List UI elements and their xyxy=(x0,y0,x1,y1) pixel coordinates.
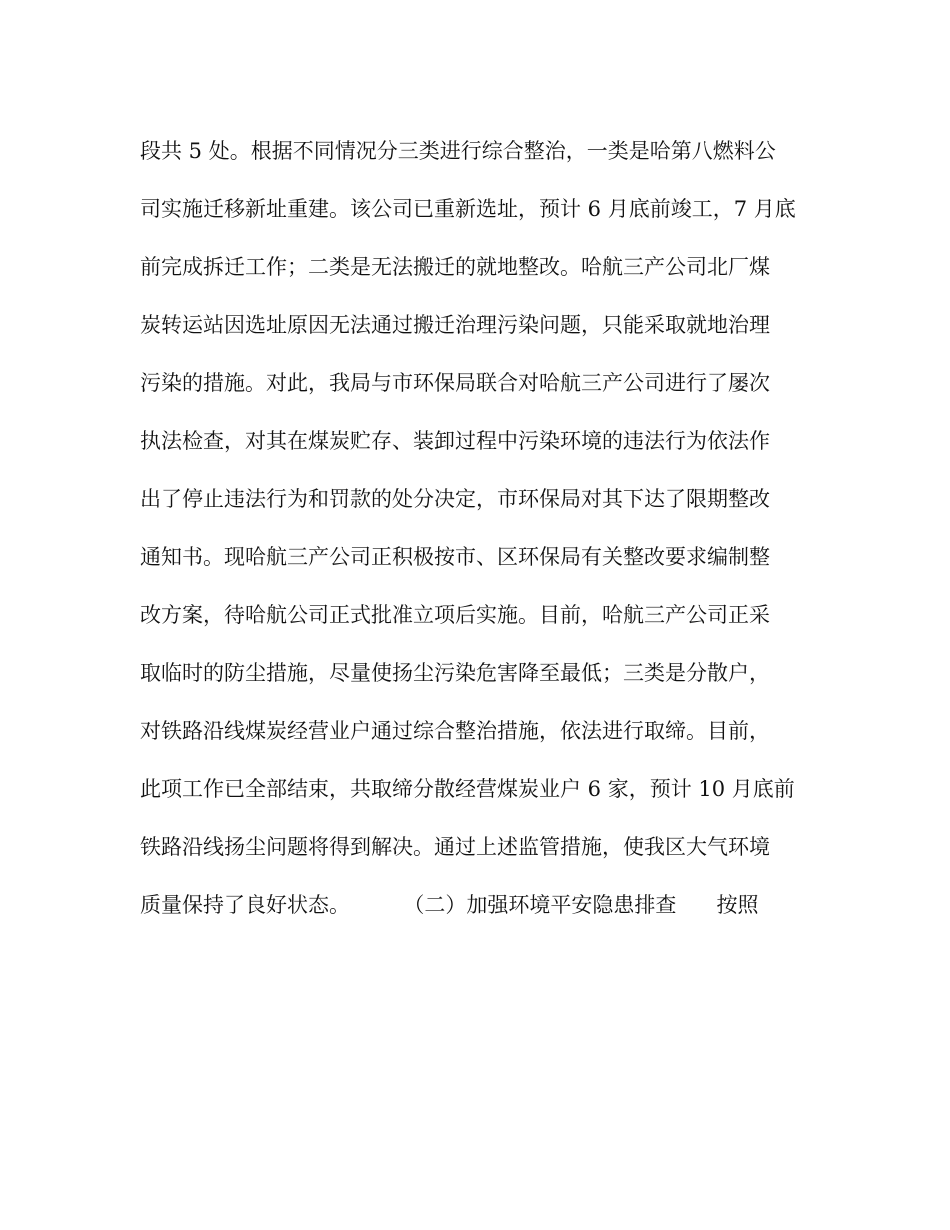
text-line-13: 铁路沿线扬尘问题将得到解决。通过上述监管措施，使我区大气环境 xyxy=(140,835,770,859)
text-line-5: 污染的措施。对此，我局与市环保局联合对哈航三产公司进行了屡次 xyxy=(140,371,770,395)
text-line-11: 对铁路沿线煤炭经营业户通过综合整治措施，依法进行取缔。目前， xyxy=(140,719,770,743)
text-line-12: 此项工作已全部结束，共取缔分散经营煤炭业户 6 家，预计 10 月底前 xyxy=(140,777,795,801)
text-line-3: 前完成拆迁工作；二类是无法搬迁的就地整改。哈航三产公司北厂煤 xyxy=(140,255,770,279)
text-line-4: 炭转运站因选址原因无法通过搬迁治理污染问题，只能采取就地治理 xyxy=(140,313,770,337)
text-line-7: 出了停止违法行为和罚款的处分决定，市环保局对其下达了限期整改 xyxy=(140,487,770,511)
text-line-6: 执法检查，对其在煤炭贮存、装卸过程中污染环境的违法行为依法作 xyxy=(140,429,770,453)
text-line-1: 段共 5 处。根据不同情况分三类进行综合整治，一类是哈第八燃料公 xyxy=(140,139,776,163)
text-line-9: 改方案，待哈航公司正式批准立项后实施。目前，哈航三产公司正采 xyxy=(140,603,770,627)
text-line-2: 司实施迁移新址重建。该公司已重新选址，预计 6 月底前竣工，7 月底 xyxy=(140,197,796,221)
text-line-8: 通知书。现哈航三产公司正积极按市、区环保局有关整改要求编制整 xyxy=(140,545,770,569)
body-text xyxy=(140,122,820,934)
text-line-10: 取临时的防尘措施，尽量使扬尘污染危害降至最低；三类是分散户， xyxy=(140,661,770,685)
text-line-14: 质量保持了良好状态。 （二）加强环境平安隐患排查 按照 xyxy=(140,893,759,917)
